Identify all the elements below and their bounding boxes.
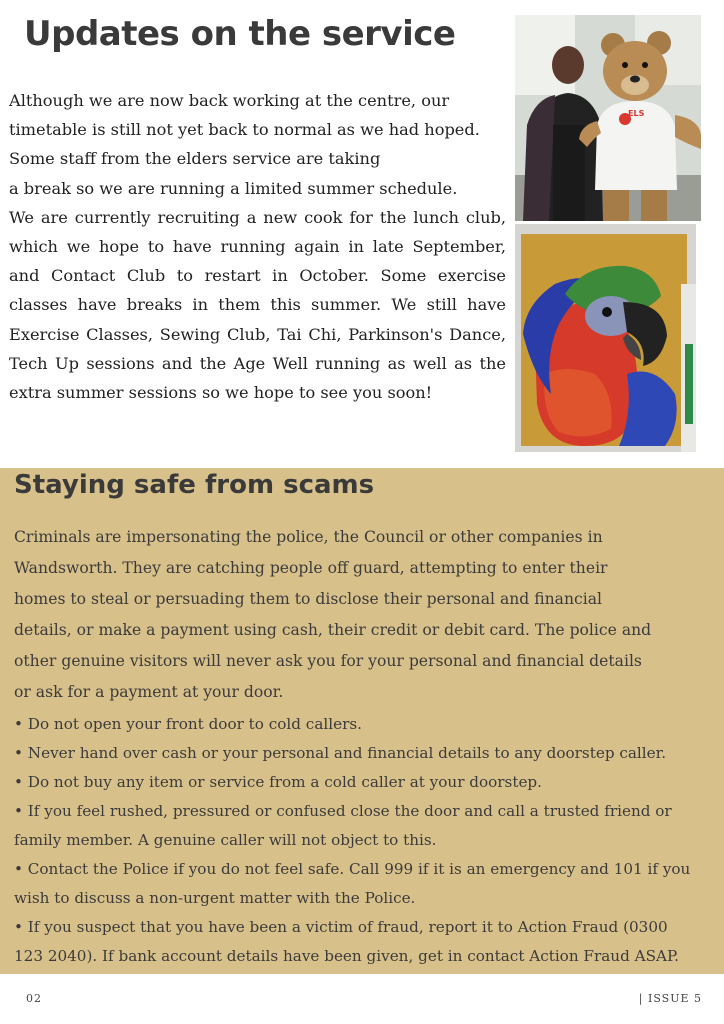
scams-tip-line: wish to discuss a non-urgent matter with the Police. [14,889,416,907]
updates-line: and Contact Club to restart in October. Some exercise [9,266,506,286]
scams-para-line: homes to steal or persuading them to disclose their personal and financial [14,590,603,608]
parrot-painting-illustration [515,224,696,452]
scams-para-line: Wandsworth. They are catching people off guard, attempting to enter their [14,559,608,577]
page-number: 02 [26,992,42,1005]
scams-tip-line: • Do not buy any item or service from a cold caller at your doorstep. [14,773,542,791]
scams-tip-line: • Contact the Police if you do not feel safe. Call 999 if it is an emergency and 101 if you [14,860,691,878]
updates-line: timetable is still not yet back to normal as we had hoped. [9,120,480,140]
scams-tip-line: • If you feel rushed, pressured or confused close the door and call a trusted friend or [14,802,672,820]
scams-para-line: or ask for a payment at your door. [14,683,284,701]
scams-tip-line: • If you suspect that you have been a victim of fraud, report it to Action Fraud (0300 [14,918,668,936]
updates-line: Some staff from the elders service are taking [9,149,381,169]
updates-line: which we hope to have running again in late September, [9,237,506,257]
updates-title: Updates on the service [24,14,456,54]
scams-tip-line: • Do not open your front door to cold callers. [14,715,362,733]
updates-text [9,86,506,407]
scams-intro-paragraph [14,522,720,708]
parrot-painting-photo [515,224,696,452]
updates-line: Tech Up sessions and the Age Well running as well as the [9,353,506,373]
mascot-shirt-logo: ELS [628,109,645,118]
scams-tips-list [14,710,724,971]
updates-line: Exercise Classes, Sewing Club, Tai Chi, Parkinson's Dance, [9,324,506,344]
updates-line: Although we are now back working at the centre, our [9,91,450,110]
scams-tip-line: • Never hand over cash or your personal and financial details to any doorstep caller. [14,744,667,762]
issue-label: | ISSUE 5 [638,992,702,1005]
scams-para-line: Criminals are impersonating the police, the Council or other companies in [14,528,603,546]
scams-tip-line: 123 2040). If bank account details have been given, get in contact Action Fraud ASAP. [14,947,679,965]
scams-para-line: other genuine visitors will never ask you for your personal and financial details [14,652,642,670]
scams-title: Staying safe from scams [14,470,375,500]
updates-line: extra summer sessions so we hope to see you soon! [9,383,433,403]
mascot-photo [515,15,701,221]
scams-tip-line: family member. A genuine caller will not object to this. [14,831,437,849]
updates-line: We are currently recruiting a new cook for the lunch club, [9,207,506,227]
scams-para-line: details, or make a payment using cash, their credit or debit card. The police and [14,621,652,639]
updates-line: a break so we are running a limited summer schedule. [9,178,458,198]
updates-line: classes have breaks in them this summer. We still have [9,295,506,315]
mascot-photo-illustration [515,15,701,221]
